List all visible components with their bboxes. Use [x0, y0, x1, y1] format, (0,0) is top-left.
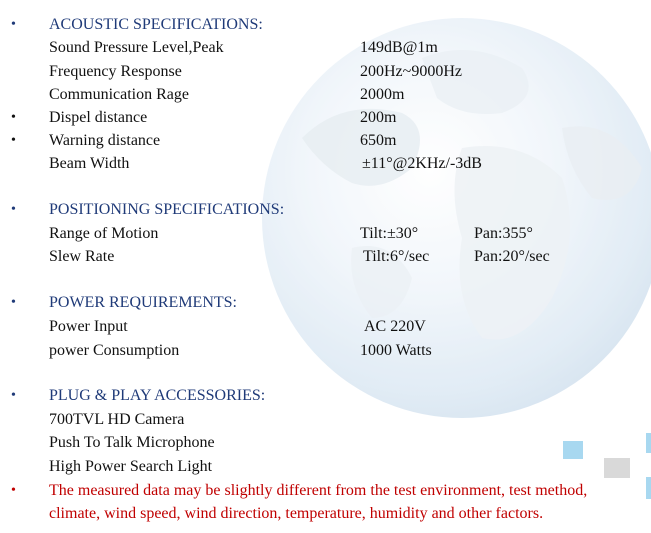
bullet-icon: • [11, 133, 16, 148]
bullet-icon: • [11, 202, 16, 217]
bullet-icon: • [11, 483, 16, 498]
spec-label: Dispel distance [49, 109, 148, 126]
bullet-icon: • [11, 17, 16, 32]
spec-value: 650m [360, 132, 397, 149]
note-row [0, 479, 651, 502]
spec-label: Beam Width [49, 155, 130, 172]
bullet-icon: • [11, 388, 16, 403]
spec-label: Range of Motion [49, 225, 159, 242]
list-item [0, 431, 651, 454]
tilt-value: Tilt:6°/sec [363, 248, 430, 265]
pan-value: Pan:20°/sec [474, 248, 550, 265]
spec-value: 200m [360, 109, 397, 126]
accessory-item: High Power Search Light [49, 458, 213, 475]
pan-value: Pan:355° [474, 225, 533, 242]
spec-row [0, 106, 651, 129]
spec-value: 1000 Watts [360, 342, 432, 359]
spec-value: 149dB@1m [360, 39, 438, 56]
spec-label: Warning distance [49, 132, 161, 149]
accessory-item: 700TVL HD Camera [49, 411, 185, 428]
acoustic-heading-row [0, 13, 651, 36]
spec-row [0, 83, 651, 106]
tilt-value: Tilt:±30° [360, 225, 419, 242]
note-row [0, 502, 651, 525]
bullet-icon: • [11, 295, 16, 310]
power-heading: POWER REQUIREMENTS: [49, 294, 237, 311]
spec-row [0, 222, 651, 245]
spec-row [0, 152, 651, 175]
accessories-heading-row [0, 384, 651, 407]
spec-label: Sound Pressure Level,Peak [49, 39, 224, 56]
note-line-2: climate, wind speed, wind direction, temperature, humidity and other factors. [49, 505, 544, 522]
spec-row [0, 60, 651, 83]
power-heading-row [0, 291, 651, 314]
spec-row [0, 129, 651, 152]
spec-value: ±11°@2KHz/-3dB [362, 155, 482, 172]
positioning-heading: POSITIONING SPECIFICATIONS: [49, 201, 285, 218]
note-line-1: The measured data may be slightly different from the test environment, test method, [49, 482, 588, 499]
accessory-item: Push To Talk Microphone [49, 434, 215, 451]
acoustic-heading: ACOUSTIC SPECIFICATIONS: [49, 16, 263, 33]
accessories-heading: PLUG & PLAY ACCESSORIES: [49, 387, 266, 404]
spec-row [0, 315, 651, 338]
spec-label: power Consumption [49, 342, 180, 359]
positioning-heading-row [0, 198, 651, 221]
spec-label: Power Input [49, 318, 128, 335]
spec-label: Frequency Response [49, 63, 182, 80]
spec-label: Communication Rage [49, 86, 189, 103]
spec-value: 2000m [360, 86, 405, 103]
spec-row [0, 339, 651, 362]
spec-value: AC 220V [364, 318, 426, 335]
spec-row [0, 36, 651, 59]
list-item [0, 408, 651, 431]
bullet-icon: • [11, 110, 16, 125]
spec-row [0, 245, 651, 268]
list-item [0, 455, 651, 478]
spec-value: 200Hz~9000Hz [360, 63, 462, 80]
spec-label: Slew Rate [49, 248, 115, 265]
